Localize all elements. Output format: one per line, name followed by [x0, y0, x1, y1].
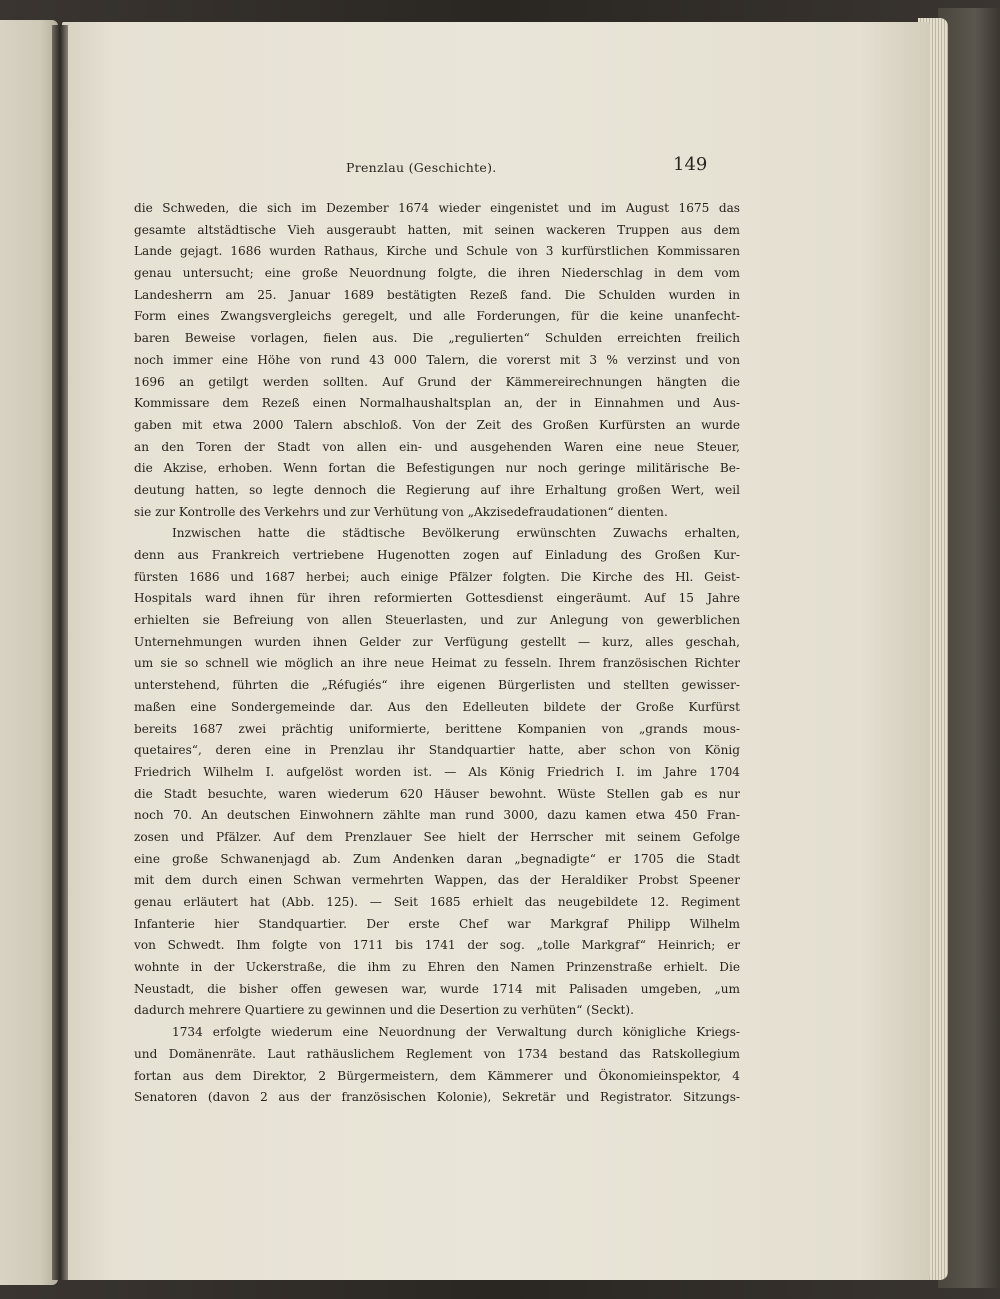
text-line: dadurch mehrere Quartiere zu gewinnen und die Desertion zu verhüten“ (Seckt).	[134, 1003, 634, 1018]
text-line: die Akzise, erhoben. Wenn fortan die Befestigungen nur noch geringe militärische Be-	[134, 461, 740, 476]
text-line: an den Toren der Stadt von allen ein- und ausgehenden Waren eine neue Steuer,	[134, 439, 740, 454]
facing-page-edge	[0, 20, 58, 1285]
text-line: bereits 1687 zwei prächtig uniformierte, berittene Kompanien von „grands mous-	[134, 721, 740, 736]
text-line: Kommissare dem Rezeß einen Normalhaushaltsplan an, der in Einnahmen und Aus-	[134, 396, 740, 411]
text-line: genau erläutert hat (Abb. 125). — Seit 1685 erhielt das neugebildete 12. Regiment	[134, 895, 740, 909]
body-text	[134, 198, 740, 1109]
text-line: Unternehmungen wurden ihnen Gelder zur Verfügung gestellt — kurz, alles geschah,	[134, 634, 740, 649]
text-line: mit dem durch einen Schwan vermehrten Wappen, das der Heraldiker Probst Speener	[134, 873, 740, 888]
book-gutter	[52, 25, 68, 1280]
text-line: noch immer eine Höhe von rund 43 000 Talern, die vorerst mit 3 % verzinst und von	[134, 352, 740, 367]
text-line: Infanterie hier Standquartier. Der erste Chef war Markgraf Philipp Wilhelm	[134, 916, 740, 931]
text-line: Neustadt, die bisher offen gewesen war, wurde 1714 mit Palisaden umgeben, „um	[134, 981, 740, 996]
text-line: die Schweden, die sich im Dezember 1674 wieder eingenistet und im August 1675 das	[134, 201, 740, 215]
text-line: noch 70. An deutschen Einwohnern zählte man rund 3000, dazu kamen etwa 450 Fran-	[134, 808, 740, 823]
text-line: Landesherrn am 25. Januar 1689 bestätigten Rezeß fand. Die Schulden wurden in	[134, 287, 740, 302]
text-line: denn aus Frankreich vertriebene Hugenotten zogen auf Einladung des Großen Kur-	[134, 548, 740, 562]
text-line: Inzwischen hatte die städtische Bevölkerung erwünschten Zuwachs erhalten,	[172, 526, 740, 541]
text-line: eine große Schwanenjagd ab. Zum Andenken daran „begnadigte“ er 1705 die Stadt	[134, 851, 740, 866]
text-line: zosen und Pfälzer. Auf dem Prenzlauer See hielt der Herrscher mit seinem Gefolge	[134, 829, 740, 844]
text-line: Lande gejagt. 1686 wurden Rathaus, Kirche und Schule von 3 kurfürstlichen Kommissaren	[134, 244, 740, 259]
text-line: sie zur Kontrolle des Verkehrs und zur Verhütung von „Akzisedefraudationen“ dienten.	[134, 504, 668, 519]
text-line: die Stadt besuchte, waren wiederum 620 Häuser bewohnt. Wüste Stellen gab es nur	[134, 786, 740, 801]
text-line: baren Beweise vorlagen, fielen aus. Die „regulierten“ Schulden erreichten freilich	[134, 331, 740, 346]
text-line: gaben mit etwa 2000 Talern abschloß. Von der Zeit des Großen Kurfürsten an wurde	[134, 417, 740, 432]
text-line: wohnte in der Uckerstraße, die ihm zu Ehren den Namen Prinzenstraße erhielt. Die	[134, 960, 740, 975]
text-line: um sie so schnell wie möglich an ihre neue Heimat zu fesseln. Ihrem französischen Richter	[134, 656, 740, 671]
text-line: Hospitals ward ihnen für ihren reformierten Gottesdienst eingeräumt. Auf 15 Jahre	[134, 591, 740, 606]
text-line: Senatoren (davon 2 aus der französischen Kolonie), Sekretär und Registrator. Sitzungs-	[134, 1090, 740, 1105]
text-line: und Domänenräte. Laut rathäuslichem Reglement von 1734 bestand das Ratskollegium	[134, 1046, 740, 1061]
text-line: Friedrich Wilhelm I. aufgelöst worden ist. — Als König Friedrich I. im Jahre 1704	[134, 764, 740, 779]
text-line: deutung hatten, so legte dennoch die Regierung auf ihre Erhaltung großen Wert, weil	[134, 482, 740, 497]
text-line: 1734 erfolgte wiederum eine Neuordnung der Verwaltung durch königliche Kriegs-	[172, 1025, 740, 1040]
page-number: 149	[673, 154, 708, 175]
text-line: fortan aus dem Direktor, 2 Bürgermeistern, dem Kämmerer und Ökonomieinspektor, 4	[134, 1068, 740, 1083]
text-line: 1696 an getilgt werden sollten. Auf Grund der Kämmereirechnungen hängten die	[134, 374, 740, 389]
running-header: Prenzlau (Geschichte).	[346, 160, 497, 175]
text-line: fürsten 1686 und 1687 herbei; auch einige Pfälzer folgten. Die Kirche des Hl. Geist-	[134, 569, 740, 584]
text-line: von Schwedt. Ihm folgte von 1711 bis 1741 der sog. „tolle Markgraf“ Heinrich; er	[134, 938, 740, 953]
text-line: Form eines Zwangsvergleichs geregelt, und alle Forderungen, für die keine unanfecht-	[134, 309, 740, 324]
text-line: unterstehend, führten die „Réfugiés“ ihre eigenen Bürgerlisten und stellten gewisser-	[134, 678, 740, 693]
text-line: quetaires“, deren eine in Prenzlau ihr Standquartier hatte, aber schon von König	[134, 743, 740, 758]
text-line: gesamte altstädtische Vieh ausgeraubt hatten, mit seinen wackeren Truppen aus dem	[134, 222, 740, 237]
text-line: genau untersucht; eine große Neuordnung folgte, die ihren Niederschlag in dem vom	[134, 266, 740, 281]
text-line: erhielten sie Befreiung von allen Steuerlasten, und zur Anlegung von gewerblichen	[134, 613, 740, 628]
text-line: maßen eine Sondergemeinde dar. Aus den Edelleuten bildete der Große Kurfürst	[134, 699, 740, 714]
